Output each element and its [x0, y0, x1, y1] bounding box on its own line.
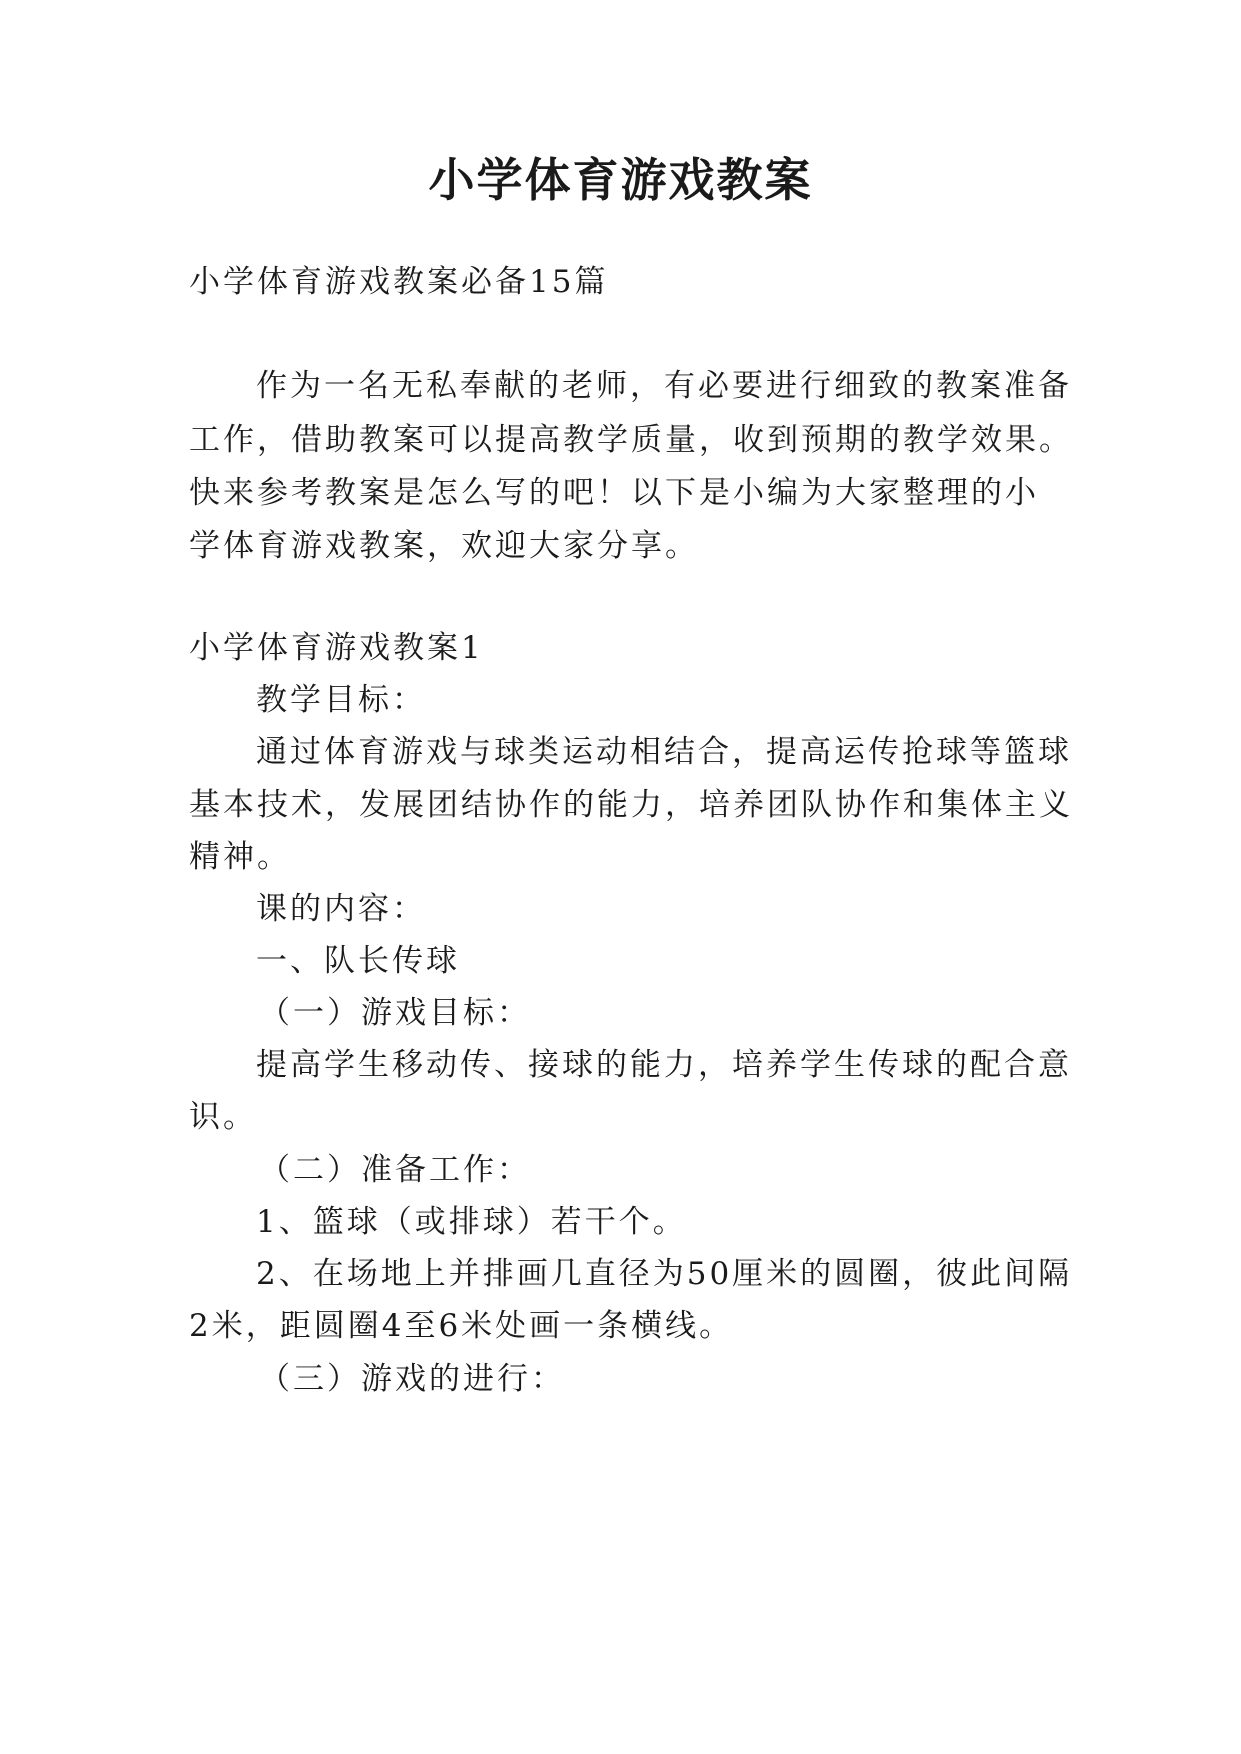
document-title: 小学体育游戏教案: [428, 153, 813, 207]
prep-item-1: 1、篮球（或排球）若干个。: [256, 1204, 687, 1240]
goal-label: 教学目标：: [256, 682, 426, 718]
intro-line-3: 快来参考教案是怎么写的吧！以下是小编为大家整理的小: [189, 475, 1039, 511]
sub-1-label: （一）游戏目标：: [259, 995, 531, 1031]
goal-line-2: 基本技术，发展团结协作的能力，培养团队协作和集体主义: [189, 787, 1073, 823]
prep-item-2-line-2: 2米，距圆圈4至6米处画一条横线。: [189, 1308, 734, 1344]
content-label: 课的内容：: [256, 891, 426, 927]
section-heading: 小学体育游戏教案1: [189, 630, 484, 666]
sub-1-line-1: 提高学生移动传、接球的能力，培养学生传球的配合意: [256, 1047, 1072, 1083]
sub-2-label: （二）准备工作：: [259, 1152, 531, 1188]
item-1-heading: 一、队长传球: [256, 943, 460, 979]
intro-line-4: 学体育游戏教案，欢迎大家分享。: [189, 528, 699, 564]
intro-line-2: 工作，借助教案可以提高教学质量，收到预期的教学效果。: [189, 422, 1073, 458]
goal-line-3: 精神。: [189, 839, 291, 875]
document-subtitle: 小学体育游戏教案必备15篇: [189, 264, 609, 300]
sub-3-label: （三）游戏的进行：: [259, 1361, 565, 1397]
goal-line-1: 通过体育游戏与球类运动相结合，提高运传抢球等篮球: [256, 734, 1072, 770]
prep-item-2-line-1: 2、在场地上并排画几直径为50厘米的圆圈，彼此间隔: [256, 1256, 1073, 1292]
sub-1-line-2: 识。: [189, 1099, 257, 1135]
intro-line-1: 作为一名无私奉献的老师，有必要进行细致的教案准备: [256, 368, 1072, 404]
